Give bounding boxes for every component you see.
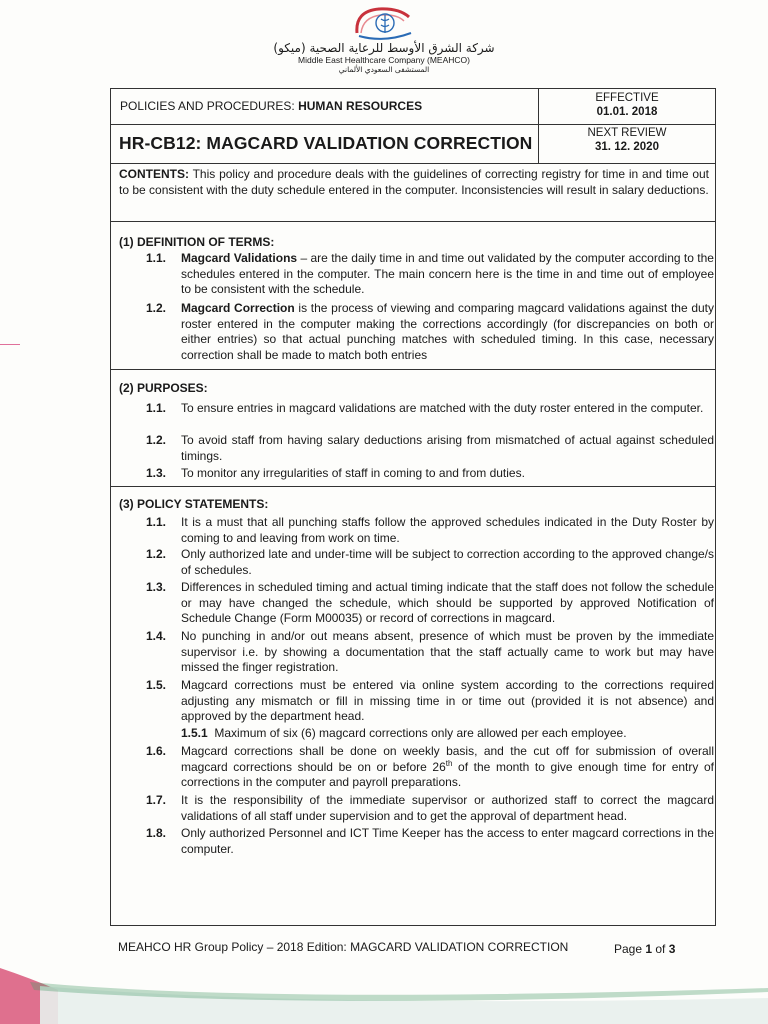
contents-text: This policy and procedure deals with the guidelines of correcting registry for time in and time out to be consistent with the duty schedule entered in the computer. Inconsistencies will result in salary deductions.	[119, 167, 710, 197]
category-label: POLICIES AND PROCEDURES:	[120, 99, 295, 113]
purpose-item: To avoid staff from having salary deductions arising from mismatched of actual against scheduled timings.	[181, 433, 714, 463]
contents-paragraph	[119, 167, 709, 198]
divider	[111, 486, 715, 487]
section-heading-policy: (3) POLICY STATEMENTS:	[119, 497, 269, 511]
definition-item	[181, 251, 714, 298]
policy-item: It is a must that all punching staffs follow the approved schedules indicated in the Duty Roster by coming to and leaving from work on time.	[181, 515, 714, 545]
page-prefix: Page	[614, 942, 646, 956]
policy-text: Magcard corrections shall be done on weekly basis, and the cut off for submission of overall magcard corrections should be on or before 26	[181, 744, 714, 774]
logo-arabic-subname: المستشفى السعودي الألماني	[338, 65, 430, 74]
item-number: 1.6.	[146, 744, 167, 758]
item-number: 1.2.	[146, 433, 167, 447]
section-heading-definitions: (1) DEFINITION OF TERMS:	[119, 235, 275, 249]
policy-item: It is the responsibility of the immediate supervisor or authorized staff to correct the magcard validations of all staff under supervision and to get the approval of department head.	[181, 793, 714, 823]
logo-english-name: Middle East Healthcare Company (MEAHCO)	[298, 55, 470, 65]
page-number	[614, 942, 675, 956]
page-total: 3	[668, 942, 676, 956]
item-number: 1.2.	[146, 301, 167, 315]
policy-item: Magcard corrections must be entered via online system according to the corrections required adjusting any mismatch or fill in missing time in or time out (provided it is not absence) and approved by the department head.	[181, 678, 714, 724]
item-number: 1.3.	[146, 580, 167, 594]
divider	[111, 221, 715, 222]
definition-text: – are the daily time in and time out validated by the computer according to the schedules entered in the computer. The main concern here is the time in and time out of employee to be consistent with the schedule.	[181, 251, 714, 297]
contents-label: CONTENTS:	[119, 167, 189, 181]
item-number: 1.5.	[146, 678, 167, 692]
next-review-label: NEXT REVIEW	[587, 127, 667, 139]
item-number: 1.8.	[146, 826, 167, 840]
policy-text: of the month to give enough time for entry of corrections in the computer and payroll preparations.	[181, 759, 714, 790]
definition-term: Magcard Correction	[181, 301, 295, 315]
policy-document-frame	[110, 88, 716, 926]
policy-item: Differences in scheduled timing and actual timing indicate that the staff does not follow the schedule or may have changed the schedule, which should be supported by approved Notification of Schedule Change (Form M00035) or record of corrections in magcard.	[181, 580, 714, 626]
policy-item: No punching in and/or out means absent, presence of which must be proven by the immediate supervisor i.e. by showing a documentation that the staff actually came to work but may have missed the finger registration.	[181, 629, 714, 675]
page-current: 1	[645, 942, 653, 956]
policy-item: Only authorized Personnel and ICT Time Keeper has the access to enter magcard corrections in the computer.	[181, 826, 714, 856]
item-number: 1.7.	[146, 793, 167, 807]
company-logo	[0, 0, 768, 74]
item-number: 1.2.	[146, 547, 167, 561]
next-review-date: 31. 12. 2020	[595, 141, 659, 153]
item-number: 1.1.	[146, 401, 167, 415]
policy-item: Only authorized late and under-time will be subject to correction according to the approved change/s of schedules.	[181, 547, 714, 577]
item-number: 1.1.	[146, 251, 167, 265]
next-review-box	[539, 125, 715, 163]
divider	[111, 369, 715, 370]
section-heading-purposes: (2) PURPOSES:	[119, 381, 208, 395]
edge-mark	[0, 344, 20, 345]
page-of: of	[652, 942, 669, 956]
effective-box	[539, 89, 715, 125]
effective-date: 01.01. 2018	[596, 106, 658, 118]
decorative-ribbon	[0, 968, 768, 1024]
logo-arabic-name: شركة الشرق الأوسط للرعاية الصحية (ميكو)	[273, 41, 495, 55]
policy-category	[111, 89, 539, 125]
divider	[111, 163, 715, 164]
purpose-item: To monitor any irregularities of staff in coming to and from duties.	[181, 466, 525, 480]
item-number: 1.4.	[146, 629, 167, 643]
effective-label: EFFECTIVE	[595, 92, 659, 104]
definition-text: is the process of viewing and comparing magcard validations against the duty roster entered in the computer making the corrections accordingly (for discrepancies on both or either entries) so that actual punching matches with scheduled timing. In this case, necessary correction shall be made to match both entries	[181, 301, 715, 362]
policy-sub-item	[181, 726, 627, 742]
ordinal-suffix: th	[445, 758, 453, 768]
definition-item	[181, 301, 714, 363]
policy-title: HR-CB12: MAGCARD VALIDATION CORRECTION	[111, 125, 539, 163]
sub-item-text: Maximum of six (6) magcard corrections only are allowed per each employee.	[214, 726, 627, 740]
item-number: 1.1.	[146, 515, 167, 529]
meahco-emblem-icon	[349, 3, 419, 41]
definition-term: Magcard Validations	[181, 251, 298, 265]
item-number: 1.3.	[146, 466, 167, 480]
purpose-item: To ensure entries in magcard validations are matched with the duty roster entered in the computer.	[181, 401, 704, 415]
page-footer: MEAHCO HR Group Policy – 2018 Edition: MAGCARD VALIDATION CORRECTION	[118, 940, 569, 954]
category-department: HUMAN RESOURCES	[298, 99, 423, 113]
policy-item	[181, 744, 714, 791]
sub-item-number: 1.5.1	[181, 726, 208, 740]
